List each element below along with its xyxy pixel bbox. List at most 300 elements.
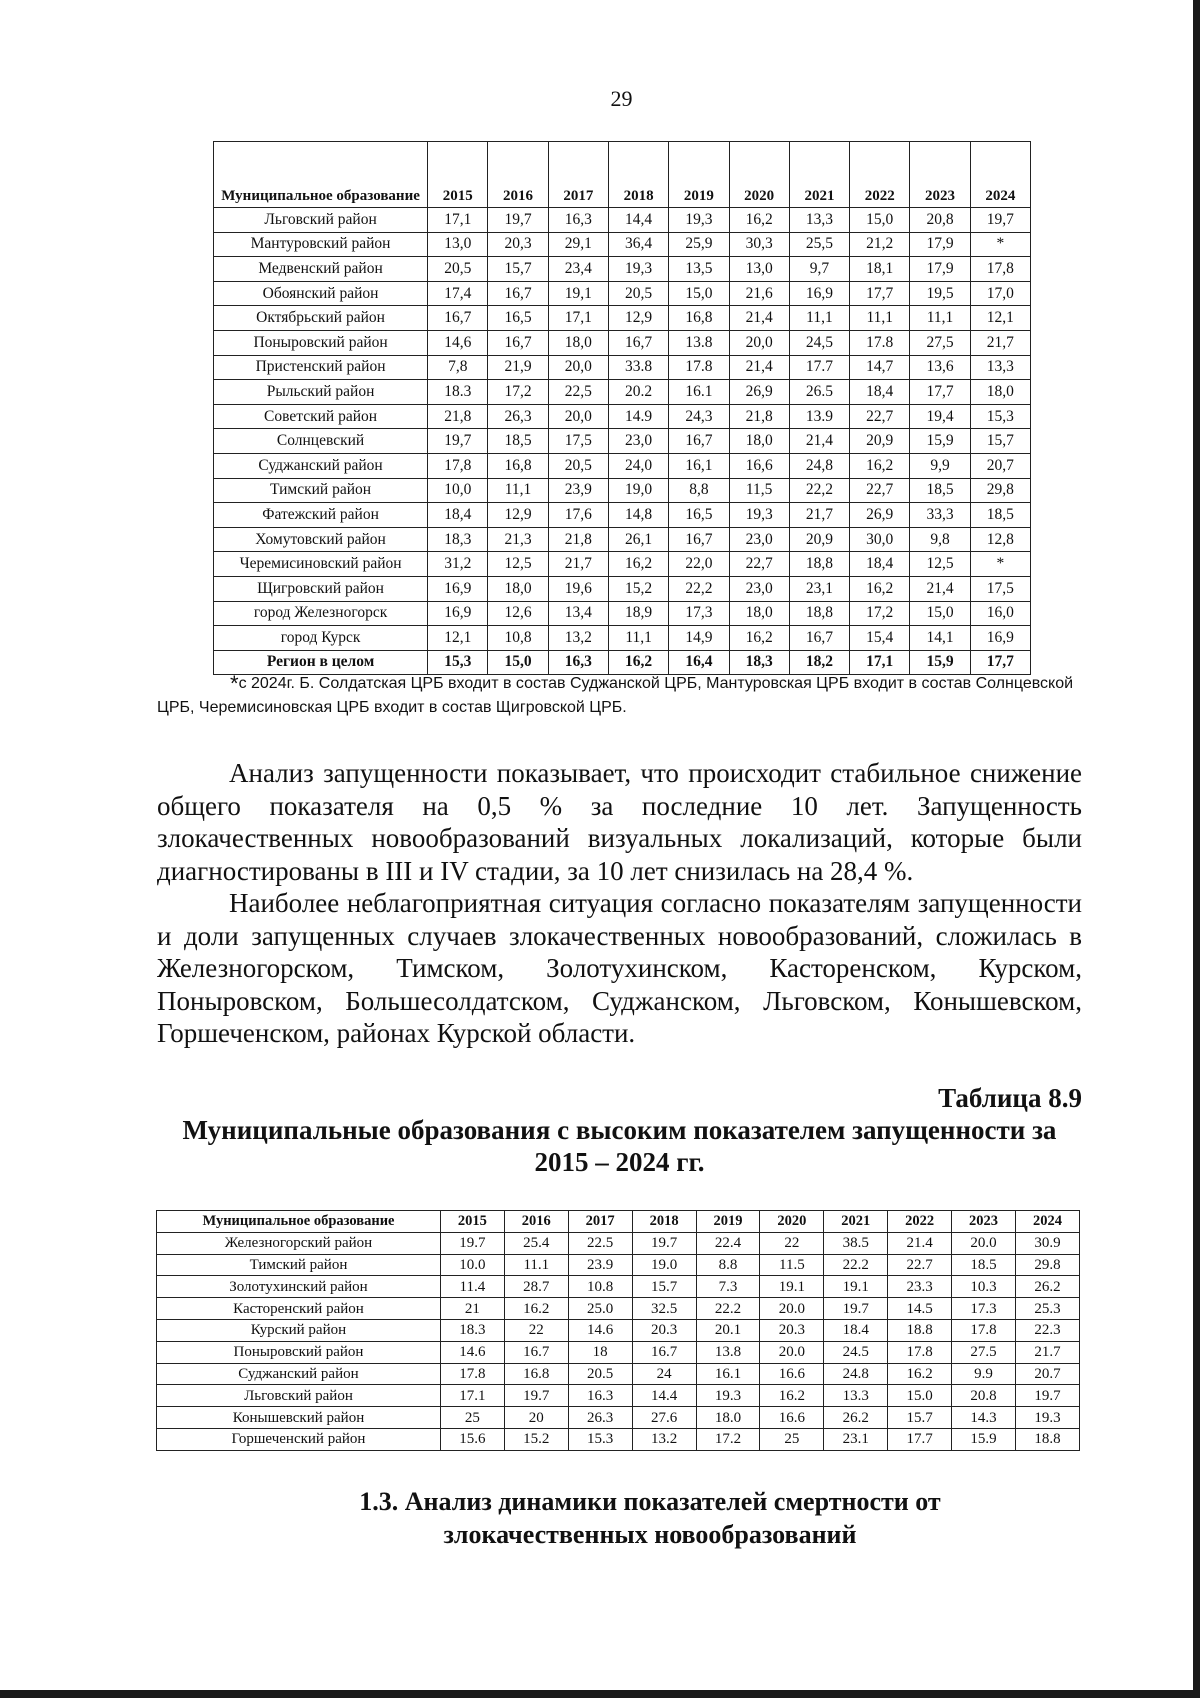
cell-value: 21,7 [789, 503, 849, 528]
cell-value: 15.2 [504, 1428, 568, 1450]
cell-value: 15,9 [910, 650, 970, 675]
cell-value: 16.2 [504, 1298, 568, 1320]
column-header-year: 2016 [488, 142, 548, 208]
cell-value: 23.1 [824, 1428, 888, 1450]
cell-value: 18,5 [970, 503, 1030, 528]
cell-value: 18,0 [729, 429, 789, 454]
cell-value: 18,3 [428, 527, 488, 552]
cell-value: 16,9 [970, 626, 1030, 651]
cell-value: 14,1 [910, 626, 970, 651]
cell-value: 13,6 [910, 355, 970, 380]
table-row [157, 1298, 1080, 1320]
cell-value: 15,7 [488, 257, 548, 282]
cell-value: 17,6 [548, 503, 608, 528]
cell-value: 11,1 [488, 478, 548, 503]
table-row [214, 404, 1031, 429]
cell-value: 16,3 [548, 650, 608, 675]
cell-value: 11,1 [608, 626, 668, 651]
cell-value: 21,6 [729, 281, 789, 306]
cell-value: 21,9 [488, 355, 548, 380]
cell-value: 25.0 [568, 1298, 632, 1320]
cell-value: 18,4 [428, 503, 488, 528]
cell-value: 14,9 [669, 626, 729, 651]
cell-value: 13,0 [428, 232, 488, 257]
cell-value: 12,6 [488, 601, 548, 626]
table-row [157, 1254, 1080, 1276]
cell-value: 16.2 [888, 1363, 952, 1385]
table-header [157, 1211, 1080, 1233]
paragraph-analysis: Анализ запущенности показывает, что происходит стабильное снижение общего показателя на 0,5 % за последние 10 лет. Запущенность злокачественных новообразований визуальных локализаций, которые были диагностированы в III и IV стадии, за 10 лет снизилась на 28,4 %. [157, 758, 1082, 886]
cell-value: 17.8 [952, 1319, 1016, 1341]
cell-value: 26.2 [1015, 1276, 1079, 1298]
cell-value: 17,7 [910, 380, 970, 405]
cell-value: 25 [760, 1428, 824, 1450]
cell-value: 16,7 [669, 527, 729, 552]
cell-value: 18,0 [970, 380, 1030, 405]
cell-value: 20.2 [608, 380, 668, 405]
row-municipality-name: Льговский район [157, 1385, 441, 1407]
cell-value: 27.5 [952, 1341, 1016, 1363]
cell-value: 15,0 [488, 650, 548, 675]
cell-value: 21,8 [428, 404, 488, 429]
cell-value: 15.0 [888, 1385, 952, 1407]
cell-value: 25,9 [669, 232, 729, 257]
cell-value: 13.8 [696, 1341, 760, 1363]
cell-value: 30,0 [850, 527, 910, 552]
scan-border-bottom [0, 1690, 1200, 1698]
row-municipality-name: Железногорский район [157, 1232, 441, 1254]
row-municipality-name: Суджанский район [214, 453, 428, 478]
table-body [214, 208, 1031, 675]
cell-value: 28.7 [504, 1276, 568, 1298]
cell-value: 21,8 [729, 404, 789, 429]
cell-value: 17,1 [548, 306, 608, 331]
table-row [214, 330, 1031, 355]
cell-value: 15,2 [608, 576, 668, 601]
cell-value: 13,2 [548, 626, 608, 651]
row-municipality-name: Льговский район [214, 208, 428, 233]
cell-value: 24.8 [824, 1363, 888, 1385]
table-row [214, 281, 1031, 306]
row-municipality-name: Обоянский район [214, 281, 428, 306]
table-row [214, 355, 1031, 380]
cell-value: 14.9 [608, 404, 668, 429]
cell-value: 23,1 [789, 576, 849, 601]
cell-value: 17.3 [952, 1298, 1016, 1320]
section-heading-line-1: 1.3. Анализ динамики показателей смертности от [359, 1487, 941, 1516]
cell-value: 19.0 [632, 1254, 696, 1276]
section-heading [300, 1485, 1000, 1551]
cell-value: 11.4 [440, 1276, 504, 1298]
cell-value: 18,2 [789, 650, 849, 675]
cell-value: 18,5 [910, 478, 970, 503]
row-municipality-name: Курский район [157, 1319, 441, 1341]
cell-value: 16,7 [669, 429, 729, 454]
cell-value: 12,8 [970, 527, 1030, 552]
cell-value: 11.1 [504, 1254, 568, 1276]
table-row [157, 1319, 1080, 1341]
table-header-row [214, 142, 1031, 208]
cell-value: 15,0 [669, 281, 729, 306]
row-municipality-name: Золотухинский район [157, 1276, 441, 1298]
row-municipality-name: Суджанский район [157, 1363, 441, 1385]
cell-value: 17,9 [910, 232, 970, 257]
cell-value: 17,9 [910, 257, 970, 282]
cell-value: 17,3 [669, 601, 729, 626]
cell-value: 23,4 [548, 257, 608, 282]
cell-value: 17,5 [548, 429, 608, 454]
cell-value: 22.5 [568, 1232, 632, 1254]
cell-value: 12,9 [608, 306, 668, 331]
row-municipality-name: Поныровский район [214, 330, 428, 355]
cell-value: 16.6 [760, 1407, 824, 1429]
table-row [214, 478, 1031, 503]
cell-value: 21,7 [548, 552, 608, 577]
row-municipality-name: Октябрьский район [214, 306, 428, 331]
row-municipality-name: Советский район [214, 404, 428, 429]
cell-value: 10,0 [428, 478, 488, 503]
cell-value: 14.6 [440, 1341, 504, 1363]
cell-value: 17,8 [970, 257, 1030, 282]
cell-value: 14,6 [428, 330, 488, 355]
cell-value: 19,6 [548, 576, 608, 601]
cell-value: 12,1 [428, 626, 488, 651]
cell-value: 19.7 [504, 1385, 568, 1407]
cell-value: 20,0 [729, 330, 789, 355]
cell-value: 20,5 [548, 453, 608, 478]
paragraph-unfavorable-districts: Наиболее неблагоприятная ситуация согласно показателям запущенности и доли запущенных случаев злокачественных новообразований, сложилась в Железногорском, Тимском, Золотухинском, Касторенском, Курском, Поныровском, Большесолдатском, Суджанском, Льговском, Конышевском, Горшеченском, районах Курской области. [157, 888, 1082, 1048]
cell-value: 23.3 [888, 1276, 952, 1298]
cell-value: 19.7 [440, 1232, 504, 1254]
cell-value: 16.7 [632, 1341, 696, 1363]
cell-value: 16.1 [696, 1363, 760, 1385]
cell-value: 16.3 [568, 1385, 632, 1407]
cell-value: 21 [440, 1298, 504, 1320]
cell-value: 12,9 [488, 503, 548, 528]
cell-value: 14.6 [568, 1319, 632, 1341]
column-header-municipality: Муниципальное образование [157, 1211, 441, 1233]
cell-value: * [970, 232, 1030, 257]
cell-value: 18.3 [440, 1319, 504, 1341]
table-row [214, 453, 1031, 478]
cell-value: 21,4 [910, 576, 970, 601]
cell-value: 16,5 [669, 503, 729, 528]
table-row [214, 576, 1031, 601]
cell-value: 15,3 [428, 650, 488, 675]
cell-value: 11,1 [850, 306, 910, 331]
cell-value: 16,1 [669, 453, 729, 478]
cell-value: 11,5 [729, 478, 789, 503]
cell-value: 18,0 [729, 601, 789, 626]
cell-value: 7,8 [428, 355, 488, 380]
cell-value: 13,0 [729, 257, 789, 282]
cell-value: 25.3 [1015, 1298, 1079, 1320]
cell-value: 8,8 [669, 478, 729, 503]
cell-value: 14,8 [608, 503, 668, 528]
cell-value: 20.3 [760, 1319, 824, 1341]
cell-value: 16,2 [608, 552, 668, 577]
cell-value: 20,8 [910, 208, 970, 233]
cell-value: 8.8 [696, 1254, 760, 1276]
footnote [157, 672, 1087, 720]
row-municipality-name: Тимский район [214, 478, 428, 503]
cell-value: 21.4 [888, 1232, 952, 1254]
column-header-year: 2024 [970, 142, 1030, 208]
cell-value: 19,0 [608, 478, 668, 503]
cell-value: 20.1 [696, 1319, 760, 1341]
cell-value: 22 [760, 1232, 824, 1254]
table-row [157, 1341, 1080, 1363]
cell-value: 16,2 [608, 650, 668, 675]
cell-value: 17.8 [888, 1341, 952, 1363]
cell-value: 17,0 [970, 281, 1030, 306]
cell-value: 14,7 [850, 355, 910, 380]
table-row [214, 306, 1031, 331]
cell-value: 15.6 [440, 1428, 504, 1450]
row-municipality-name: город Железногорск [214, 601, 428, 626]
cell-value: 16,8 [488, 453, 548, 478]
column-header-year: 2023 [910, 142, 970, 208]
cell-value: 15,4 [850, 626, 910, 651]
table-row [214, 208, 1031, 233]
cell-value: 24,0 [608, 453, 668, 478]
cell-value: 18,8 [789, 601, 849, 626]
cell-value: 15,0 [910, 601, 970, 626]
cell-value: 16.2 [760, 1385, 824, 1407]
cell-value: 13,3 [970, 355, 1030, 380]
column-header-year: 2022 [850, 142, 910, 208]
cell-value: 20,9 [850, 429, 910, 454]
cell-value: 29,8 [970, 478, 1030, 503]
column-header-year: 2015 [440, 1211, 504, 1233]
row-municipality-name: Мантуровский район [214, 232, 428, 257]
column-header-year: 2017 [548, 142, 608, 208]
cell-value: 15,7 [970, 429, 1030, 454]
row-municipality-name: Горшеченский район [157, 1428, 441, 1450]
table-row [157, 1276, 1080, 1298]
cell-value: 16.8 [504, 1363, 568, 1385]
cell-value: 13.3 [824, 1385, 888, 1407]
cell-value: 24,8 [789, 453, 849, 478]
cell-value: 19,7 [488, 208, 548, 233]
table-row [214, 527, 1031, 552]
cell-value: 16,7 [488, 330, 548, 355]
cell-value: 21,4 [729, 306, 789, 331]
cell-value: 22 [504, 1319, 568, 1341]
cell-value: 25,5 [789, 232, 849, 257]
cell-value: 16,2 [850, 576, 910, 601]
cell-value: 26,9 [850, 503, 910, 528]
cell-value: 29,1 [548, 232, 608, 257]
table-caption: Таблица 8.9 [938, 1083, 1082, 1113]
cell-value: 16,9 [789, 281, 849, 306]
cell-value: 18.8 [1015, 1428, 1079, 1450]
cell-value: 17,7 [970, 650, 1030, 675]
row-municipality-name: Тимский район [157, 1254, 441, 1276]
cell-value: 24,3 [669, 404, 729, 429]
cell-value: 23,9 [548, 478, 608, 503]
cell-value: 13.9 [789, 404, 849, 429]
column-header-year: 2015 [428, 142, 488, 208]
cell-value: 15,9 [910, 429, 970, 454]
cell-value: 19,5 [910, 281, 970, 306]
cell-value: 17,2 [488, 380, 548, 405]
cell-value: 31,2 [428, 552, 488, 577]
cell-value: 26,1 [608, 527, 668, 552]
table-row [157, 1385, 1080, 1407]
cell-value: 22,2 [789, 478, 849, 503]
cell-value: 23,0 [729, 527, 789, 552]
table-body [157, 1232, 1080, 1450]
cell-value: 16,2 [729, 626, 789, 651]
cell-value: 24 [632, 1363, 696, 1385]
cell-value: 20.5 [568, 1363, 632, 1385]
cell-value: 22,2 [669, 576, 729, 601]
cell-value: 20.0 [760, 1341, 824, 1363]
cell-value: 25.4 [504, 1232, 568, 1254]
cell-value: 17,1 [428, 208, 488, 233]
cell-value: 16,4 [669, 650, 729, 675]
column-header-year: 2021 [824, 1211, 888, 1233]
cell-value: 10,8 [488, 626, 548, 651]
row-municipality-name: Щигровский район [214, 576, 428, 601]
cell-value: 7.3 [696, 1276, 760, 1298]
cell-value: 21,3 [488, 527, 548, 552]
cell-value: 16,5 [488, 306, 548, 331]
cell-value: 10.8 [568, 1276, 632, 1298]
cell-value: 33.8 [608, 355, 668, 380]
cell-value: 16,9 [428, 601, 488, 626]
cell-value: 18,9 [608, 601, 668, 626]
table-row [157, 1232, 1080, 1254]
cell-value: 20 [504, 1407, 568, 1429]
column-header-year: 2016 [504, 1211, 568, 1233]
cell-value: 30,3 [729, 232, 789, 257]
cell-value: 18.8 [888, 1319, 952, 1341]
cell-value: 15.7 [632, 1276, 696, 1298]
cell-value: 20,9 [789, 527, 849, 552]
cell-value: 18.5 [952, 1254, 1016, 1276]
cell-value: 17,5 [970, 576, 1030, 601]
table-row [214, 601, 1031, 626]
cell-value: 19,3 [729, 503, 789, 528]
cell-value: 16,7 [428, 306, 488, 331]
cell-value: 18,4 [850, 552, 910, 577]
table-neglect-by-district [213, 141, 1031, 675]
row-municipality-name: Поныровский район [157, 1341, 441, 1363]
cell-value: 16,3 [548, 208, 608, 233]
cell-value: 20,5 [608, 281, 668, 306]
cell-value: 20,0 [548, 404, 608, 429]
cell-value: 21,4 [729, 355, 789, 380]
cell-value: 10.0 [440, 1254, 504, 1276]
cell-value: 22,7 [729, 552, 789, 577]
row-municipality-name: Медвенский район [214, 257, 428, 282]
footnote-marker: * [230, 671, 239, 696]
cell-value: 18 [568, 1341, 632, 1363]
cell-value: 26.3 [568, 1407, 632, 1429]
row-municipality-name: Конышевский район [157, 1407, 441, 1429]
cell-value: 12,5 [910, 552, 970, 577]
row-municipality-name: Солнцевский [214, 429, 428, 454]
cell-value: 33,3 [910, 503, 970, 528]
footnote-text: с 2024г. Б. Солдатская ЦРБ входит в состав Суджанской ЦРБ, Мантуровская ЦРБ входит в состав Солнцевской ЦРБ, Черемисиновская ЦРБ входит в состав Щигровской ЦРБ. [157, 675, 1074, 716]
row-municipality-name: город Курск [214, 626, 428, 651]
cell-value: 22,0 [669, 552, 729, 577]
cell-value: 19.3 [696, 1385, 760, 1407]
cell-value: 26,3 [488, 404, 548, 429]
cell-value: 17,4 [428, 281, 488, 306]
cell-value: 17.8 [850, 330, 910, 355]
cell-value: 9.9 [952, 1363, 1016, 1385]
cell-value: 19,1 [548, 281, 608, 306]
row-municipality-name: Черемисиновский район [214, 552, 428, 577]
cell-value: 16.6 [760, 1363, 824, 1385]
table-row [214, 380, 1031, 405]
cell-value: 30.9 [1015, 1232, 1079, 1254]
column-header-year: 2019 [669, 142, 729, 208]
column-header-year: 2018 [608, 142, 668, 208]
cell-value: 25 [440, 1407, 504, 1429]
cell-value: 16,9 [428, 576, 488, 601]
column-header-year: 2018 [632, 1211, 696, 1233]
cell-value: 27,5 [910, 330, 970, 355]
cell-value: 18,0 [548, 330, 608, 355]
cell-value: 21,8 [548, 527, 608, 552]
cell-value: 19.1 [760, 1276, 824, 1298]
cell-value: 16,7 [488, 281, 548, 306]
cell-value: 21,4 [789, 429, 849, 454]
row-municipality-name: Касторенский район [157, 1298, 441, 1320]
cell-value: 29.8 [1015, 1254, 1079, 1276]
cell-value: 19.7 [824, 1298, 888, 1320]
cell-value: 16,7 [608, 330, 668, 355]
cell-value: 18.3 [428, 380, 488, 405]
table-row [214, 232, 1031, 257]
cell-value: 22.2 [824, 1254, 888, 1276]
cell-value: 38.5 [824, 1232, 888, 1254]
cell-value: 21,7 [970, 330, 1030, 355]
cell-value: 19,7 [428, 429, 488, 454]
cell-value: 17.7 [888, 1428, 952, 1450]
cell-value: 18.0 [696, 1407, 760, 1429]
column-header-year: 2024 [1015, 1211, 1079, 1233]
cell-value: 13,3 [789, 208, 849, 233]
cell-value: 15,0 [850, 208, 910, 233]
cell-value: 19,4 [910, 404, 970, 429]
cell-value: 26.5 [789, 380, 849, 405]
cell-value: 12,5 [488, 552, 548, 577]
page-number: 29 [610, 86, 633, 111]
cell-value: 9,7 [789, 257, 849, 282]
cell-value: 16,6 [729, 453, 789, 478]
cell-value: 20,3 [488, 232, 548, 257]
cell-value: 19.7 [1015, 1385, 1079, 1407]
cell-value: 24.5 [824, 1341, 888, 1363]
table-title: Муниципальные образования с высоким показателем запущенности за 2015 – 2024 гг. [182, 1115, 1057, 1177]
cell-value: 20,5 [428, 257, 488, 282]
cell-value: 17.8 [669, 355, 729, 380]
cell-value: 17.8 [440, 1363, 504, 1385]
cell-value: 18,0 [488, 576, 548, 601]
row-municipality-name: Рыльский район [214, 380, 428, 405]
cell-value: 22,7 [850, 404, 910, 429]
cell-value: 23,0 [608, 429, 668, 454]
cell-value: 13,5 [669, 257, 729, 282]
cell-value: 22.7 [888, 1254, 952, 1276]
cell-value: 16,2 [850, 453, 910, 478]
cell-value: 17.7 [789, 355, 849, 380]
